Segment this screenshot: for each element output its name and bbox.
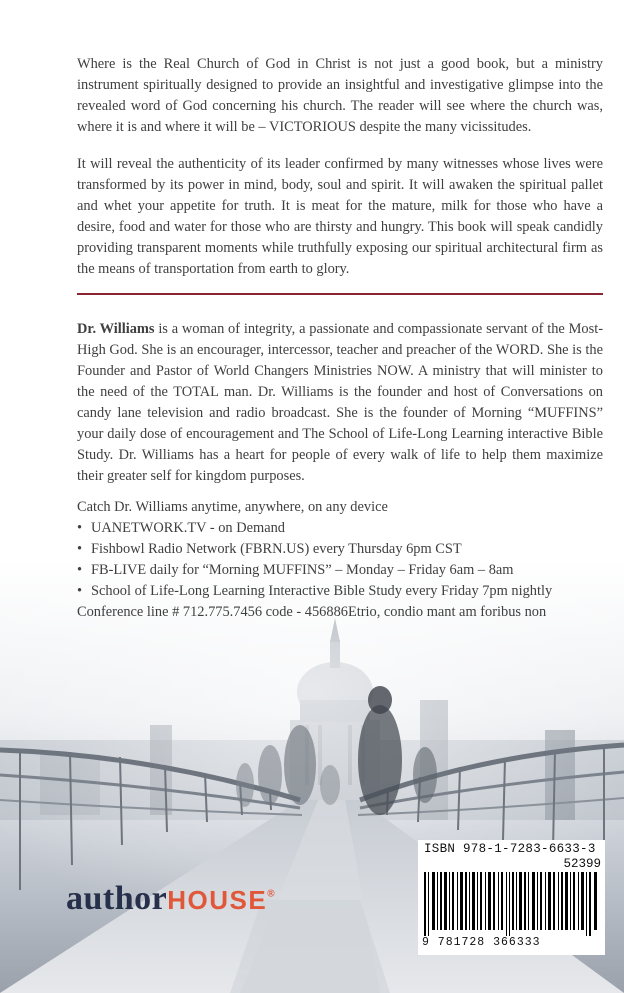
publisher-logo (66, 880, 275, 918)
description-text-2: It will reveal the authenticity of its leader confirmed by many witnesses whose lives were transformed by its power in mind, body, soul and spirit. It will awaken the spiritual pallet and whet your appetite for truth. It is meat for the mature, milk for those who have a desire, food and water for those who are thirsty and hungry. This book will speak candidly providing transparent moments while truthfully exposing our spiritual architectural firm as the means of transportation from earth to glory. (77, 156, 603, 277)
description-text-1: Where is the Real Church of God in Christ is not just a good book, but a ministry instrument spiritually designed to provide an insightful and investigative glimpse into the revealed word of God concerning his church. The reader will see where the church was, where it is and where it will be – VICTORIOUS despite the many vicissitudes. (77, 56, 603, 135)
barcode-number: 9 781728 366333 (422, 936, 541, 949)
catch-list (77, 518, 603, 602)
bullet-icon: • (77, 520, 83, 536)
catch-item-text: School of Life-Long Learning Interactive Bible Study every Friday 7pm nightly (91, 583, 553, 599)
list-item (77, 560, 603, 581)
list-item (77, 518, 603, 539)
catch-section (77, 497, 603, 623)
catch-item-text: FB-LIVE daily for “Morning MUFFINS” – Monday – Friday 6am – 8am (91, 562, 514, 578)
barcode-icon (424, 872, 600, 936)
bullet-icon: • (77, 541, 83, 557)
list-item (77, 581, 603, 602)
divider-rule (77, 293, 603, 295)
description-paragraph-1 (77, 54, 603, 138)
logo-house-text: HOUSE (167, 885, 268, 915)
bullet-icon: • (77, 562, 83, 578)
registered-mark: ® (267, 888, 276, 900)
catch-item-text: Fishbowl Radio Network (FBRN.US) every Thursday 6pm CST (91, 541, 462, 557)
logo-author-text: author (66, 880, 168, 917)
conference-line: Conference line # 712.775.7456 code - 456886Etrio, condio mant am foribus non (77, 604, 547, 620)
author-bio (77, 319, 603, 487)
list-item (77, 539, 603, 560)
isbn-number: ISBN 978-1-7283-6633-3 (424, 842, 596, 856)
price-code: 52399 (563, 857, 601, 871)
catch-item-text: UANETWORK.TV - on Demand (91, 520, 285, 536)
bullet-icon: • (77, 583, 83, 599)
bio-text: is a woman of integrity, a passionate and compassionate servant of the Most-High God. She is an encourager, intercessor, teacher and preacher of the WORD. She is the Founder and Pastor of World Changers Ministries NOW. A ministry that will minister to the need of the TOTAL man. Dr. Williams is the founder and host of Conversations on candy lane television and radio broadcast. She is the founder of Morning “MUFFINS” your daily dose of encouragement and The School of Life-Long Learning interactive Bible Study. Dr. Williams has a heart for people of every walk of life to help them maximize their greater self for kingdom purposes. (77, 321, 603, 484)
description-paragraph-2 (77, 154, 603, 280)
barcode-box (418, 840, 605, 955)
bio-paragraph (77, 319, 603, 487)
bio-author-name: Dr. Williams (77, 321, 155, 337)
catch-intro: Catch Dr. Williams anytime, anywhere, on any device (77, 499, 388, 515)
